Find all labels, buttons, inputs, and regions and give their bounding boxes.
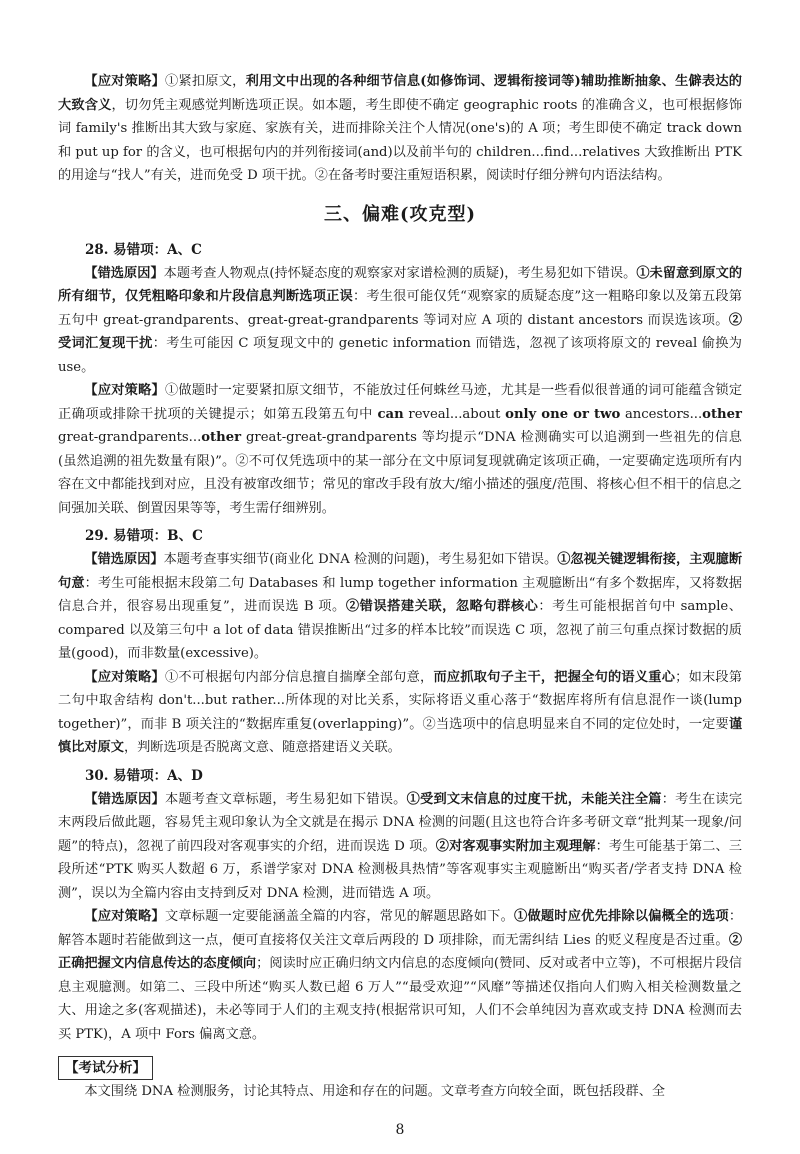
section-title: 三、偏难(攻克型) xyxy=(323,203,477,225)
text-run: ①不可根据句内部分信息擅自揣摩全部句意， xyxy=(164,669,434,685)
q28-strategy-paragraph xyxy=(58,379,742,520)
bold-text-run: ②正确把握文内信息传达的态度倾向 xyxy=(58,932,742,971)
q28-reason-paragraph xyxy=(58,262,742,380)
q30-strategy-paragraph xyxy=(58,905,742,1046)
q29-strategy-paragraph xyxy=(58,666,742,760)
bold-text-run: can xyxy=(377,406,404,422)
exam-analysis-paragraph: 本文围绕 DNA 检测服务，讨论其特点、用途和存在的问题。文章考查方向较全面，既包括段群、全 xyxy=(84,1084,666,1099)
reason-label: 【错选原因】 xyxy=(84,265,164,281)
text-run: ；阅读时应正确归纳文内信息的态度倾向(赞同、反对或者中立等)，不可根据片段信息主观臆测。如第二、三段中所述“购买人数已超 6 万人”“最受欢迎”“风靡”等描述仅指向人们购入相关检测数量之大、用途之多(客观描述)，未必等同于人们的主观支持(根据常识可知，人们不会单纯因为喜欢或支持 DNA 检测而去买 PTK)，A 项中 Fors 偏离文意。 xyxy=(58,956,742,1042)
text-run: reveal...about xyxy=(403,406,506,422)
bold-text-run: only one or two xyxy=(505,406,621,422)
page-number: 8 xyxy=(395,1122,405,1138)
bold-text-run: ①未留意到原文的所有细节，仅凭粗略印象和片段信息判断选项正误 xyxy=(58,265,743,304)
strategy-label: 【应对策略】 xyxy=(84,383,165,398)
text-run: ①紧扣原文， xyxy=(165,74,246,89)
bold-text-run: other xyxy=(702,406,742,422)
text-run: ：考生可能因 C 项复现文中的 genetic information 而错选，忽视了该项将原文的 reveal 偷换为 use。 xyxy=(58,336,742,375)
bold-text-run: 而应抓取句子主干，把握全句的语义重心 xyxy=(433,669,676,685)
text-run: great-great-grandparents 等均提示“DNA 检测确实可以追溯到一些祖先的信息(虽然追溯的祖先数量有限)”。②不可仅凭选项中的某一部分在文中原词复现就确定该项正确，一定要确定选项所有内容在文中都能找到对应，且没有被窜改细节；常见的窜改手段有放大/缩小描述的强度/范围、将核心但不相干的信息之间强加关联、倒置因果等等，考生需仔细辨别。 xyxy=(58,430,742,516)
text-run: ：考生很可能仅凭“观察家的质疑态度”这一粗略印象以及第五段第五句中 great-grandparents、great-great-grandparents 等词对应 A 项的 distant ancestors 而误选该项。 xyxy=(58,289,743,328)
text-run: ，切勿凭主观感觉判断选项正误。如本题，考生即使不确定 geographic roots 的准确含义，也可根据修饰词 family's 推断出其大致与家庭、家族有关，进而排除关注个人情况(one's)的 A 项；考生即使不确定 track down 和 put up for 的含义，也可根据句内的并列衔接词(and)以及前半句的 children...find...relatives 大致推断出 PTK 的用途与“找人”有关，进而免受 D 项干扰。②在备考时要注重短语积累，阅读时仔细分辨句内语法结构。 xyxy=(58,97,743,183)
text-run: ：解答本题时若能做到这一点，便可直接将仅关注文章后两段的 D 项排除，而无需纠结 Lies 的贬义程度是否过重。 xyxy=(58,909,743,948)
question-28-heading: 28. 易错项：A、C xyxy=(85,241,202,258)
question-29-heading: 29. 易错项：B、C xyxy=(85,528,203,544)
question-30-heading: 30. 易错项：A、D xyxy=(85,767,203,784)
bold-text-run: 利用文中出现的各种细节信息(如修饰词、逻辑衔接词等)辅助推断抽象、生僻表达的大致含义 xyxy=(58,74,742,113)
bold-text-run: ①做题时应优先排除以偏概全的选项 xyxy=(514,909,729,924)
text-run: ：考生可能根据首句中 sample、compared 以及第三句中 a lot of data 错误推断出“过多的样本比较”而误选 C 项，忽视了前三句重点探讨数据的质量(good)，而非数量(excessive)。 xyxy=(58,599,742,661)
reason-label: 【错选原因】 xyxy=(84,552,164,567)
text-run: great-grandparents... xyxy=(58,430,202,445)
exam-analysis-title: 【考试分析】 xyxy=(58,1056,153,1080)
text-run: ，判断选项是否脱离文意、随意搭建语义关联。 xyxy=(123,740,401,755)
bold-text-run: other xyxy=(201,430,242,445)
bold-text-run: ②对客观事实附加主观理解 xyxy=(435,838,596,854)
strategy-label: 【应对策略】 xyxy=(84,74,165,89)
bold-text-run: ②错误搭建关联，忽略句群核心 xyxy=(345,599,539,614)
text-run: ancestors... xyxy=(620,406,703,422)
strategy-label: 【应对策略】 xyxy=(84,669,165,685)
text-run: ：考生可能根据末段第二句 Databases 和 lump together information 主观臆断出“有多个数据库，又将数据信息合并，很容易出现重复”，进而误选 B 项。 xyxy=(58,575,742,614)
text-run: ：考生在读完末两段后做此题，容易凭主观印象认为全文就是在揭示 DNA 检测的问题(且这也符合许多考研文章“批判某一现象/问题”的特点)，忽视了前四段对客观事实的介绍，进而误选 D 项。 xyxy=(58,791,743,854)
text-run: 文章标题一定要能涵盖全篇的内容，常见的解题思路如下。 xyxy=(164,909,515,924)
bold-text-run: ②受词汇复现干扰 xyxy=(58,312,742,351)
bold-text-run: 谨慎比对原文 xyxy=(58,716,742,755)
bold-text-run: ①忽视关键逻辑衔接，主观臆断句意 xyxy=(58,552,743,591)
strategy-label: 【应对策略】 xyxy=(84,909,165,924)
q29-reason-paragraph xyxy=(58,548,742,666)
text-run: ：考生可能基于第二、三段所述“PTK 购买人数超 6 万，系谱学家对 DNA 检测极具热情”等客观事实主观臆断出“购买者/学者支持 DNA 检测”，误以为全篇内容由支持到反对 DNA 检测，进而错选 A 项。 xyxy=(58,838,743,901)
bold-text-run: ①受到文末信息的过度干扰，未能关注全篇 xyxy=(406,791,662,807)
top-strategy-paragraph xyxy=(58,70,742,188)
q30-reason-paragraph xyxy=(58,788,742,906)
text-run: 本题考查人物观点(持怀疑态度的观察家对家谱检测的质疑)，考生易犯如下错误。 xyxy=(163,265,637,281)
reason-label: 【错选原因】 xyxy=(84,791,165,807)
text-run: 本题考查文章标题，考生易犯如下错误。 xyxy=(164,791,407,807)
text-run: ；如末段第二句中取舍结构 don't...but rather...所体现的对比关系，实际将语义重心落于“数据库将所有信息混作一谈(lump together)”，而非 B 项关注的“数据库重复(overlapping)”。②当选项中的信息明显来自不同的定位处时，一定要 xyxy=(58,669,743,732)
text-run: ①做题时一定要紧扣原文细节，不能放过任何蛛丝马迹，尤其是一些看似很普通的词可能蕴含锁定正确项或排除干扰项的关键提示；如第五段第五句中 xyxy=(58,383,743,422)
text-run: 本题考查事实细节(商业化 DNA 检测的问题)，考生易犯如下错误。 xyxy=(163,552,558,567)
